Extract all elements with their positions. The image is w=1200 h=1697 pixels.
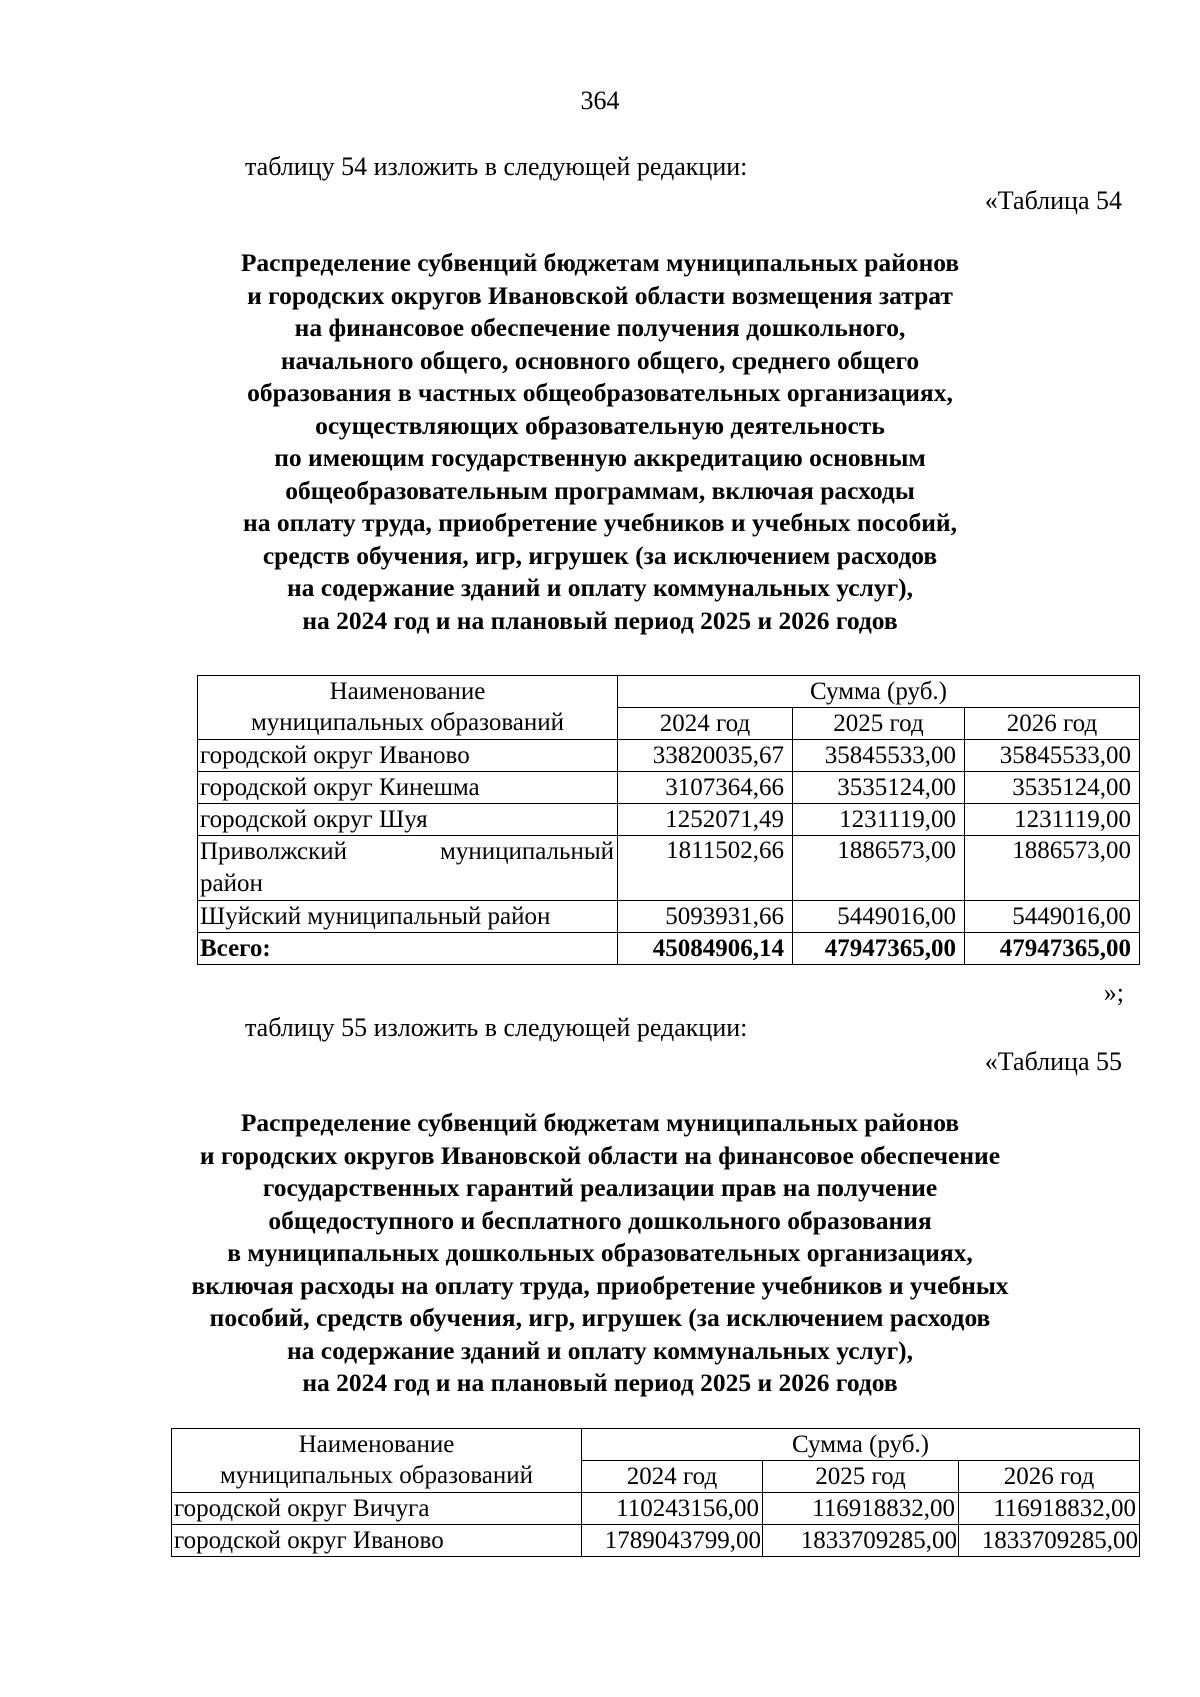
table-55	[171, 1428, 1140, 1557]
table-row	[172, 1525, 1140, 1557]
value-2025: 3535124,00	[793, 772, 965, 804]
row-name: городской округ Вичуга	[172, 1493, 582, 1525]
row-name: Шуйский муниципальный район	[198, 901, 618, 933]
header-name: Наименование	[172, 1429, 582, 1461]
close-quote: »;	[1103, 978, 1124, 1007]
table-row	[198, 740, 1140, 772]
row-name: городской округ Иваново	[172, 1525, 582, 1557]
table-54-label: «Таблица 54	[984, 186, 1122, 215]
header-sum: Сумма (руб.)	[582, 1429, 1140, 1461]
heading-line: на содержание зданий и оплату коммунальных услуг),	[286, 1335, 914, 1365]
heading-line: осуществляющих образовательную деятельность	[315, 410, 885, 440]
heading-line: пособий, средств обучения, игр, игрушек (за исключением расходов	[209, 1303, 991, 1332]
heading-line: по имеющим государственную аккредитацию основным	[274, 443, 926, 472]
heading-line: на финансовое обеспечение получения дошкольного,	[294, 313, 906, 342]
value-2025: 1886573,00	[793, 836, 965, 901]
header-year: 2026 год	[959, 1461, 1140, 1493]
value-2025: 5449016,00	[793, 901, 965, 933]
heading-line: включая расходы на оплату труда, приобретение учебников и учебных	[191, 1270, 1009, 1300]
value-2026: 116918832,00	[959, 1493, 1140, 1525]
header-name: Наименование	[198, 676, 618, 708]
heading-line: образования в частных общеобразовательных организациях,	[247, 378, 953, 407]
value-2024: 3107364,66	[618, 772, 793, 804]
heading-line: Распределение субвенций бюджетам муниципальных районов	[240, 248, 960, 277]
table-row	[198, 836, 1140, 901]
heading-line: общедоступного и бесплатного дошкольного образования	[268, 1205, 932, 1235]
heading-line: на 2024 год и на плановый период 2025 и 2026 годов	[302, 1368, 898, 1397]
heading-line: на содержание зданий и оплату коммунальных услуг),	[286, 573, 914, 602]
value-2024: 1811502,66	[618, 836, 793, 901]
table-row	[198, 901, 1140, 933]
heading-line: средств обучения, игр, игрушек (за исключением расходов	[262, 540, 938, 570]
total-label: Всего:	[198, 933, 618, 965]
heading-line: и городских округов Ивановской области на финансовое обеспечение	[199, 1140, 1001, 1170]
row-name: городской округ Кинешма	[198, 772, 618, 804]
section-55-intro: таблицу 55 изложить в следующей редакции:	[245, 1013, 748, 1042]
value-2024: 1252071,49	[618, 804, 793, 836]
value-2026: 1886573,00	[965, 836, 1140, 901]
row-name-part: Приволжский	[200, 838, 348, 865]
value-2026: 5449016,00	[965, 901, 1140, 933]
header-year: 2025 год	[793, 708, 965, 740]
heading-line: и городских округов Ивановской области возмещения затрат	[247, 280, 953, 310]
value-2026: 3535124,00	[965, 772, 1140, 804]
value-2024: 33820035,67	[618, 740, 793, 772]
value-2025: 116918832,00	[763, 1493, 959, 1525]
value-2024: 1789043799,00	[582, 1525, 763, 1557]
row-name-part: муниципальный	[440, 838, 614, 865]
value-2025: 35845533,00	[793, 740, 965, 772]
value-2024: 5093931,66	[618, 901, 793, 933]
table-54	[197, 675, 1140, 965]
header-year: 2025 год	[763, 1461, 959, 1493]
heading-line: Распределение субвенций бюджетам муниципальных районов	[240, 1108, 960, 1137]
row-name: городской округ Иваново	[198, 740, 618, 772]
table-row	[198, 804, 1140, 836]
row-name: городской округ Шуя	[198, 804, 618, 836]
value-2026: 1231119,00	[965, 804, 1140, 836]
heading-line: в муниципальных дошкольных образовательных организациях,	[227, 1238, 973, 1267]
header-year: 2024 год	[582, 1461, 763, 1493]
row-name	[198, 836, 618, 901]
table-54-heading	[150, 247, 1050, 637]
total-2024: 45084906,14	[618, 933, 793, 965]
value-2025: 1833709285,00	[763, 1525, 959, 1557]
heading-line: начального общего, основного общего, среднего общего	[280, 345, 920, 375]
total-2025: 47947365,00	[793, 933, 965, 965]
total-2026: 47947365,00	[965, 933, 1140, 965]
value-2024: 110243156,00	[582, 1493, 763, 1525]
heading-line: государственных гарантий реализации прав на получение	[262, 1173, 938, 1202]
value-2025: 1231119,00	[793, 804, 965, 836]
header-year: 2024 год	[618, 708, 793, 740]
table-55-heading	[150, 1107, 1050, 1400]
total-row	[198, 933, 1140, 965]
heading-line: на 2024 год и на плановый период 2025 и 2026 годов	[302, 605, 898, 635]
value-2026: 35845533,00	[965, 740, 1140, 772]
page-number: 364	[580, 86, 620, 115]
table-55-label: «Таблица 55	[984, 1047, 1122, 1076]
table-row	[172, 1493, 1140, 1525]
header-name-cont: муниципальных образований	[198, 708, 618, 740]
heading-line: общеобразовательным программам, включая расходы	[285, 475, 915, 505]
header-name-cont: муниципальных образований	[172, 1461, 582, 1493]
section-54-intro: таблицу 54 изложить в следующей редакции:	[245, 152, 748, 181]
row-name-part: район	[200, 870, 263, 897]
table-row	[198, 772, 1140, 804]
heading-line: на оплату труда, приобретение учебников и учебных пособий,	[243, 508, 957, 537]
header-year: 2026 год	[965, 708, 1140, 740]
value-2026: 1833709285,00	[959, 1525, 1140, 1557]
header-sum: Сумма (руб.)	[618, 676, 1140, 708]
